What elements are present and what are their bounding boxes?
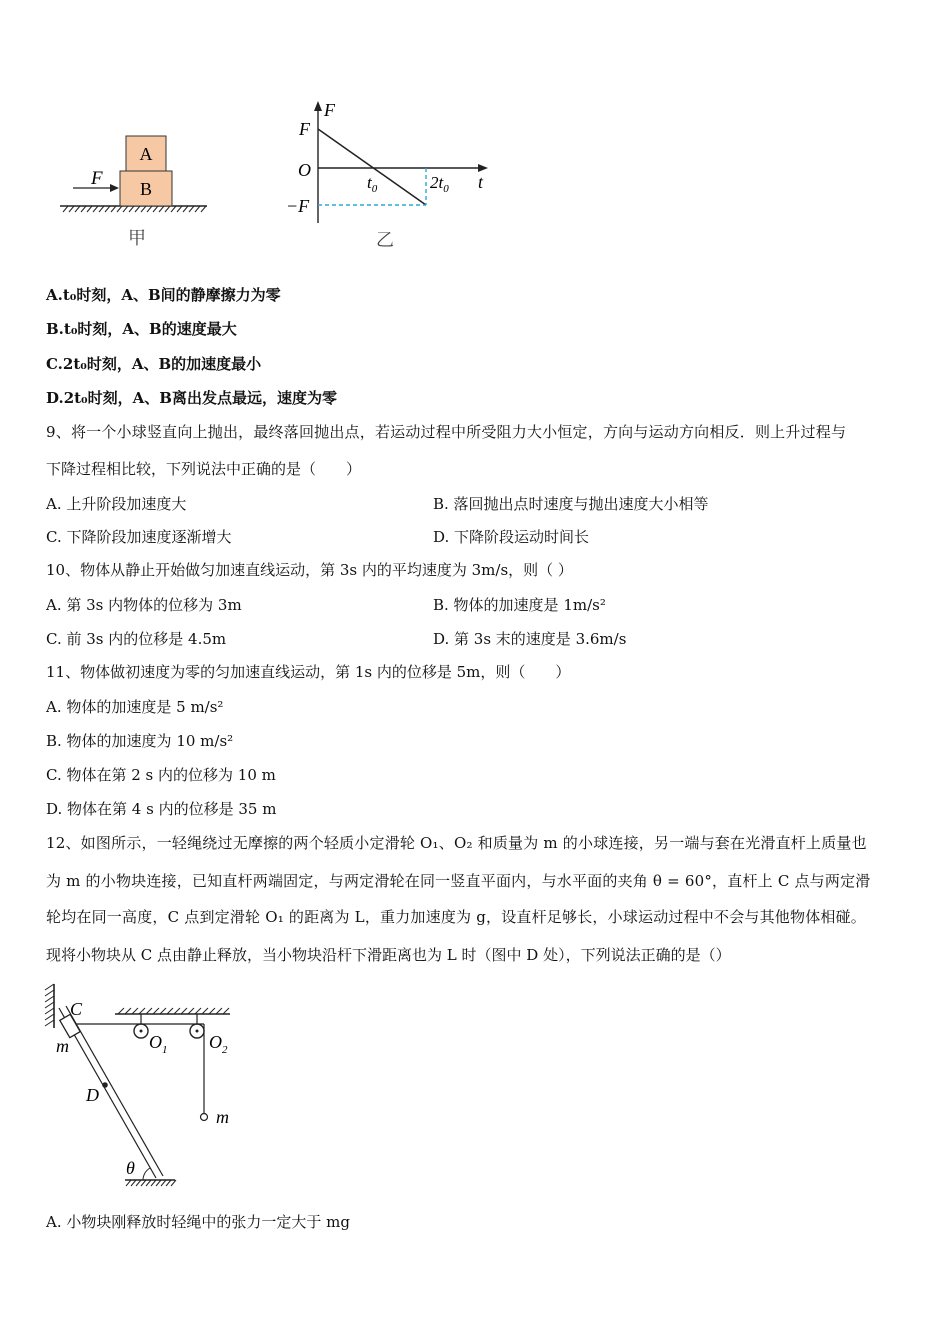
label-o2: $O_2$ (209, 1032, 228, 1056)
q11-option-c: C. 物体在第 2 s 内的位移为 10 m (46, 766, 276, 784)
q12-option-a: A. 小物块刚释放时轻绳中的张力一定大于 mg (46, 1213, 350, 1231)
label-theta: θ (126, 1158, 135, 1178)
axis-f-label: F (324, 100, 335, 120)
tick-f: F (299, 119, 310, 139)
q9-stem-line2: 下降过程相比较，下列说法中正确的是（ ） (46, 460, 362, 478)
q11-option-b: B. 物体的加速度为 10 m/s² (46, 732, 234, 750)
axis-t-label: t (478, 172, 484, 192)
q10-option-a: A. 第 3s 内物体的位移为 3m (46, 596, 242, 614)
caption-jia: 甲 (128, 228, 146, 248)
q8-option-a: A.t₀时刻，A、B间的静摩擦力为零 (46, 286, 281, 304)
q10-option-b: B. 物体的加速度是 1m/s² (433, 596, 606, 614)
q9-option-c: C. 下降阶段加速度逐渐增大 (46, 528, 232, 546)
figure-yi (282, 98, 497, 253)
figure-pulley (40, 978, 250, 1193)
q8-option-b: B.t₀时刻，A、B的速度最大 (46, 320, 237, 338)
point-d (102, 1082, 108, 1088)
label-force: F (91, 168, 103, 189)
q9-option-b: B. 落回抛出点时速度与抛出速度大小相等 (433, 495, 709, 513)
q8-option-c: C.2t₀时刻，A、B的加速度最小 (46, 355, 262, 373)
tick-neg-f: −F (286, 196, 310, 216)
label-m-block: m (56, 1036, 69, 1056)
q12-stem-line1: 12、如图所示，一轻绳绕过无摩擦的两个轻质小定滑轮 O₁、O₂ 和质量为 m 的小球连接，另一端与套在光滑直杆上质量也 (46, 834, 867, 852)
label-m-ball: m (216, 1107, 229, 1127)
q11-option-d: D. 物体在第 4 s 内的位移是 35 m (46, 800, 277, 818)
q9-stem-line1: 9、将一个小球竖直向上抛出，最终落回抛出点，若运动过程中所受阻力大小恒定，方向与运动方向相反．则上升过程与 (46, 423, 847, 441)
tick-2t0: $2t_0$ (430, 173, 449, 195)
tick-t0: $t_0$ (367, 173, 378, 195)
label-d: D (86, 1085, 99, 1105)
q9-option-d: D. 下降阶段运动时间长 (433, 528, 590, 546)
label-c: C (70, 999, 83, 1019)
q12-stem-line4: 现将小物块从 C 点由静止释放，当小物块沿杆下滑距离也为 L 时（图中 D 处），下列说法正确的是（） (46, 946, 731, 964)
label-a: A (139, 144, 153, 164)
q10-stem: 10、物体从静止开始做匀加速直线运动，第 3s 内的平均速度为 3m/s，则（ ） (46, 561, 573, 579)
label-b: B (139, 179, 153, 199)
q11-stem: 11、物体做初速度为零的匀加速直线运动，第 1s 内的位移是 5m，则（ ） (46, 663, 571, 681)
q12-stem-line3: 轮均在同一高度，C 点到定滑轮 O₁ 的距离为 L，重力加速度为 g，设直杆足够长，小球运动过程中不会与其他物体相碰。 (46, 908, 866, 926)
label-o1: $O_1$ (149, 1032, 168, 1056)
q9-option-a: A. 上升阶段加速度大 (46, 495, 187, 513)
origin-label: O (298, 160, 311, 180)
q8-option-d: D.2t₀时刻，A、B离出发点最远，速度为零 (46, 389, 337, 407)
q10-option-d: D. 第 3s 末的速度是 3.6m/s (433, 630, 627, 648)
caption-yi: 乙 (376, 230, 394, 250)
q10-option-c: C. 前 3s 内的位移是 4.5m (46, 630, 227, 648)
ball (201, 1114, 208, 1121)
q12-stem-line2: 为 m 的小物块连接，已知直杆两端固定，与两定滑轮在同一竖直平面内，与水平面的夹角 θ = 60°，直杆上 C 点与两定滑 (46, 872, 871, 890)
q11-option-a: A. 物体的加速度是 5 m/s² (46, 698, 224, 716)
figure-jia (55, 128, 215, 253)
